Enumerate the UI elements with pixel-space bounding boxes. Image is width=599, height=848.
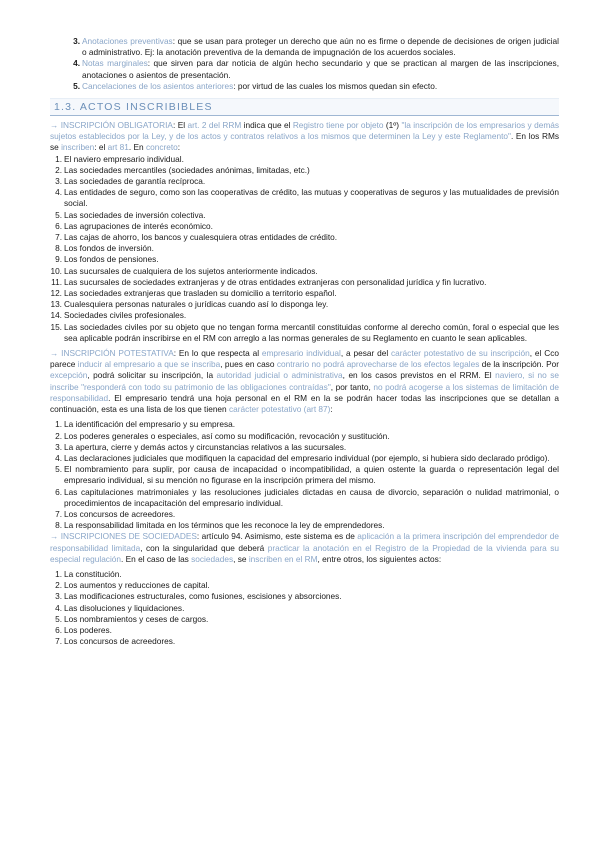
optional-acts-list — [55, 419, 559, 531]
list-item — [55, 520, 559, 531]
list-text: Las sucursales de sociedades extranjeras y de otras entidades extranjeras con personalidad jurídica y fin lucrativo. — [64, 276, 487, 287]
list-item — [50, 321, 559, 344]
list-item: 5. Cancelaciones de los asientos anteriores: por virtud de las cuales los mismos quedan sin efecto. — [73, 80, 438, 91]
list-number: 1. — [55, 419, 62, 430]
list-item — [55, 568, 559, 580]
list-item — [55, 220, 559, 232]
list-text: Las entidades de seguro, como son las cooperativas de crédito, las mutuas y cooperativas de seguros y las mutualidades de previsión social. — [64, 187, 559, 209]
obligatory-registration-paragraph: → INSCRIPCIÓN OBLIGATORIA: El art. 2 del RRM indica que el Registro tiene por objeto (1º) "la inscripción de los empresarios y demás sujetos establecidos por la Ley, y de los actos y contratos relativos a los mismos que determinen la Ley y este Reglamento". En los RMs se inscriben: el art 81. En concreto: — [50, 120, 559, 153]
list-text: Las sociedades de garantía recíproca. — [64, 176, 206, 187]
list-text: Las sociedades de inversión colectiva. — [64, 209, 206, 220]
list-text: Los fondos de inversión. — [64, 243, 154, 254]
list-item — [55, 624, 559, 636]
list-number: 6. — [55, 220, 62, 231]
list-text: Sociedades civiles profesionales. — [64, 310, 187, 321]
list-text: Los fondos de pensiones. — [64, 254, 159, 265]
list-text: La constitución. — [64, 568, 122, 579]
list-text: Las sociedades civiles por su objeto que no tengan forma mercantil constituidas conforme al derecho común, foral o especial que les sea aplicable podrán inscribirse en el RM con arreglo a las normas generales de su Reglamento en cuanto le sean aplicables. — [64, 321, 559, 343]
list-number: 6. — [55, 624, 62, 635]
list-number: 2. — [55, 580, 62, 591]
list-item — [50, 310, 559, 321]
list-item — [55, 232, 559, 243]
list-text: Los concursos de acreedores. — [64, 636, 176, 647]
list-item — [55, 580, 559, 591]
list-text: Los poderes generales o especiales, así como su modificación, revocación y sustitución. — [64, 430, 390, 441]
record-types-list — [73, 36, 559, 92]
list-text: Cualesquiera personas naturales o jurídicas cuando así lo disponga ley. — [64, 299, 329, 310]
list-text: Los nombramientos y ceses de cargos. — [64, 613, 209, 624]
list-number: 8. — [55, 243, 62, 254]
list-text: El nombramiento para suplir, por causa de incapacidad o incompatibilidad, a quien ostente la guarda o representación legal del empresario individual, si su mención no figurase en la inscripción primera del mismo. — [64, 464, 559, 486]
list-number: 5. — [55, 464, 62, 475]
company-registration-paragraph: → INSCRIPCIONES DE SOCIEDADES: artículo 94. Asimismo, este sistema es de aplicación a la primera inscripción del emprendedor de responsabilidad limitada, con la singularidad que deberá practicar la anotación en el Registro de la Propiedad de la vivienda para su especial regulación. En el caso de las sociedades, se inscriben en el RM, entre otros, los siguientes actos: — [50, 531, 560, 564]
list-number: 5. — [55, 209, 62, 220]
list-item — [55, 464, 559, 486]
list-text: La identificación del empresario y su empresa. — [64, 419, 236, 430]
obligatory-subjects-list — [50, 153, 559, 344]
list-item — [55, 153, 559, 165]
list-number: 9. — [55, 254, 62, 265]
list-item — [55, 602, 559, 614]
list-item — [55, 430, 559, 442]
list-number: 7. — [55, 636, 62, 647]
list-item — [55, 164, 559, 176]
list-item — [55, 176, 559, 187]
list-item — [55, 243, 559, 254]
list-item — [55, 419, 559, 430]
list-number: 5. — [55, 613, 62, 624]
list-item — [55, 613, 559, 625]
list-number: 1. — [55, 153, 62, 164]
list-number: 3. — [55, 176, 62, 187]
list-text: Las modificaciones estructurales, como fusiones, escisiones y absorciones. — [64, 591, 342, 602]
list-item — [55, 441, 559, 453]
list-item — [51, 276, 559, 288]
list-item — [50, 265, 559, 277]
list-text: Las agrupaciones de interés económico. — [64, 220, 213, 231]
list-item — [55, 254, 559, 265]
list-text: Las declaraciones judiciales que modifiquen la capacidad del empresario individual (por ejemplo, si hubiera sido declarado pródigo). — [64, 452, 550, 463]
list-text: Las sociedades extranjeras que trasladen su domicilio a territorio español. — [64, 288, 337, 299]
list-number: 10. — [50, 265, 62, 276]
list-number: 4. — [55, 187, 62, 198]
list-number: 4. — [55, 452, 62, 463]
list-number: 4. — [55, 602, 62, 613]
list-number: 3. — [55, 591, 62, 602]
list-number: 7. — [55, 508, 62, 519]
list-number: 7. — [55, 232, 62, 243]
list-text: Los poderes. — [64, 624, 112, 635]
list-number: 1. — [55, 568, 62, 579]
section-heading: 1.3. ACTOS INSCRIBIBLES — [50, 98, 559, 116]
list-number: 2. — [55, 430, 62, 441]
list-number: 2. — [55, 164, 62, 175]
list-item — [55, 591, 559, 602]
list-item: 4. Notas marginales: que sirven para dar noticia de algún hecho secundario y que se practican al margen de las inscripciones, anotaciones o asientos de presentación. — [73, 58, 559, 80]
list-number: 15. — [50, 321, 62, 332]
list-text: La apertura, cierre y demás actos y circunstancias relativos a las sucursales. — [64, 441, 347, 452]
list-number: 12. — [50, 288, 62, 299]
list-item — [50, 288, 559, 299]
list-number: 6. — [55, 486, 62, 497]
list-text: La responsabilidad limitada en los términos que les reconoce la ley de emprendedores. — [64, 520, 385, 531]
optional-registration-paragraph: → INSCRIPCIÓN POTESTATIVA: En lo que respecta al empresario individual, a pesar del carácter potestativo de su inscripción, el Cco parece inducir al empresario a que se inscriba, pues en caso contrario no podrá aprovecharse de los efectos legales de la inscripción. Por excepción, podrá solicitar su inscripción, la autoridad judicial o administrativa, en los casos previstos en el RRM. El naviero, si no se inscribe "responderá con todo su patrimonio de las obligaciones contraídas", por tanto, no podrá acogerse a los sistemas de limitación de responsabilidad. El empresario tendrá una hoja personal en el RM en la se podrán hacer todas las inscripciones que se detallan a continuación, esta es una lista de los que tienen carácter potestativo (art 87): — [50, 348, 559, 415]
list-text: Las capitulaciones matrimoniales y las resoluciones judiciales dictadas en causa de divorcio, separación o nulidad matrimonial, o procedimientos de incapacitación del empresario individual. — [64, 486, 559, 508]
list-number: 3. — [55, 441, 62, 452]
list-item — [55, 452, 559, 464]
list-number: 14. — [50, 310, 62, 321]
list-text: Las sociedades mercantiles (sociedades anónimas, limitadas, etc.) — [64, 164, 310, 175]
list-text: El naviero empresario individual. — [64, 153, 184, 164]
list-text: Las disoluciones y liquidaciones. — [64, 602, 185, 613]
list-item — [55, 636, 559, 647]
list-number: 8. — [55, 520, 62, 531]
list-item — [55, 209, 559, 221]
list-item — [55, 187, 559, 209]
list-number: 13. — [50, 299, 62, 310]
list-text: Los aumentos y reducciones de capital. — [64, 580, 210, 591]
list-text: Los concursos de acreedores. — [64, 508, 176, 519]
list-item — [55, 486, 559, 509]
company-acts-list — [55, 568, 559, 647]
list-item — [55, 508, 559, 520]
list-text: Las cajas de ahorro, los bancos y cualesquiera otras entidades de crédito. — [64, 232, 338, 243]
list-text: Las sucursales de cualquiera de los sujetos anteriormente indicados. — [64, 265, 318, 276]
list-number: 11. — [51, 276, 62, 287]
list-item — [50, 299, 559, 310]
list-item: 3. Anotaciones preventivas: que se usan para proteger un derecho que aún no es firme o depende de decisiones de origen judicial o administrativo. Ej: la anotación preventiva de la demanda de impugnación de los acuerdos sociales. — [73, 36, 559, 58]
